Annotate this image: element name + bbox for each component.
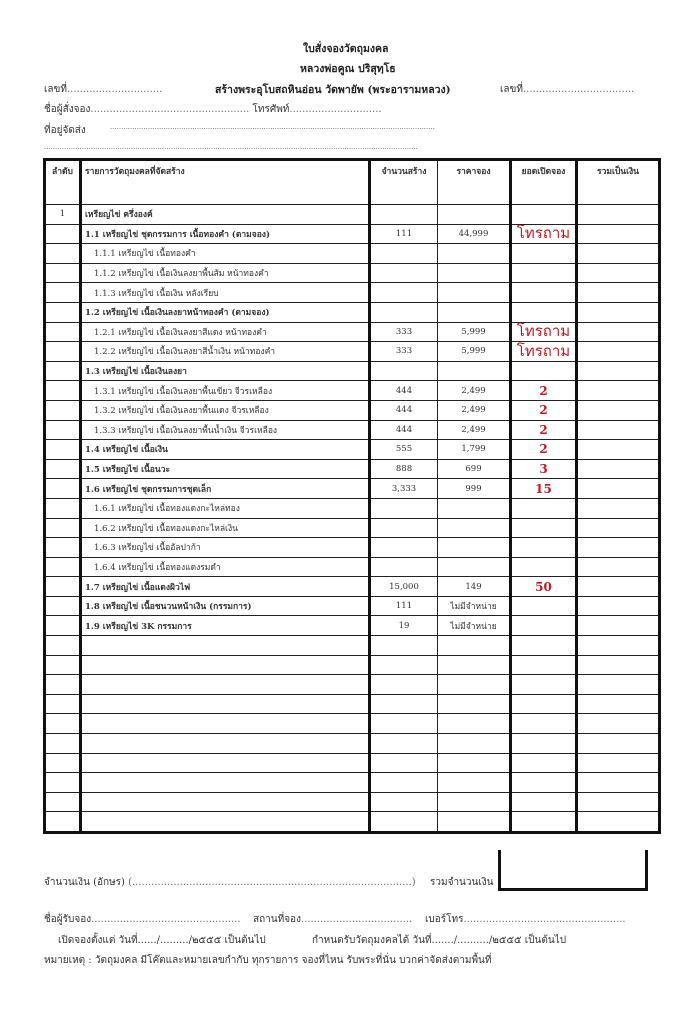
table-row <box>45 224 660 244</box>
row-item-name: 1.5 เหรียญไข่ เนื้อนวะ <box>81 459 370 479</box>
receive-date-text: กำหนดรับวัตถุมงคลได้ วันที่......./........../๒๕๕๕ เป็นต้นไป <box>312 935 567 946</box>
empty-cell[interactable] <box>370 655 438 675</box>
empty-cell[interactable] <box>511 812 577 833</box>
row-item-name: 1.6.1 เหรียญไข่ เนื้อทองแดงกะไหล่ทอง <box>81 498 370 518</box>
row-booked-value: โทรถาม <box>516 323 571 341</box>
row-total-cell[interactable] <box>577 263 660 283</box>
address-field-1[interactable]: .................................................................................................................................................. <box>110 123 435 131</box>
empty-cell[interactable] <box>81 655 370 675</box>
address-field-2[interactable]: ........................................................................................................................................................................ <box>44 143 418 151</box>
row-number <box>45 381 81 401</box>
place-label: สถานที่จอง <box>253 914 301 925</box>
row-booked-cell[interactable] <box>511 557 577 577</box>
receiver-row <box>44 912 241 927</box>
row-booked-cell[interactable] <box>511 420 577 440</box>
row-item-name: 1.3 เหรียญไข่ เนื้อเงินลงยา <box>81 361 370 381</box>
table-row <box>45 557 660 577</box>
empty-cell[interactable] <box>438 734 511 754</box>
row-quantity: 19 <box>370 616 438 636</box>
row-price: ไม่มีจำหน่าย <box>438 596 511 616</box>
row-item-name: 1.7 เหรียญไข่ เนื้อแดงผิวไฟ <box>81 577 370 597</box>
doc-number-right-label: เลขที่ <box>500 84 523 95</box>
empty-cell[interactable] <box>577 773 660 793</box>
row-booked-cell[interactable] <box>511 244 577 264</box>
phone-field[interactable]: ............................. <box>289 104 382 115</box>
table-row <box>45 361 660 381</box>
table-row-empty <box>45 694 660 714</box>
row-number <box>45 538 81 558</box>
row-number <box>45 244 81 264</box>
doc-number-left-field[interactable]: .............................. <box>66 84 163 95</box>
row-quantity <box>370 205 438 225</box>
row-booked-cell[interactable] <box>511 283 577 303</box>
row-number <box>45 224 81 244</box>
row-item-name: 1.2.1 เหรียญไข่ เนื้อเงินลงยาสีแดง หน้าทองคำ <box>81 322 370 342</box>
row-total-cell[interactable] <box>577 498 660 518</box>
empty-cell[interactable] <box>438 792 511 812</box>
empty-cell[interactable] <box>45 792 81 812</box>
row-total-cell[interactable] <box>577 342 660 362</box>
empty-cell[interactable] <box>370 734 438 754</box>
empty-cell[interactable] <box>45 773 81 793</box>
row-number: 1 <box>45 205 81 225</box>
row-total-cell[interactable] <box>577 361 660 381</box>
empty-cell[interactable] <box>511 792 577 812</box>
form-title: ใบสั่งจองวัตถุมงคล <box>303 43 389 55</box>
row-price <box>438 302 511 322</box>
table-row <box>45 616 660 636</box>
empty-cell[interactable] <box>45 675 81 695</box>
row-number <box>45 616 81 636</box>
empty-cell[interactable] <box>511 694 577 714</box>
row-booked-value: 2 <box>539 442 548 457</box>
place-field[interactable]: ................................... <box>300 914 413 925</box>
empty-cell[interactable] <box>81 636 370 656</box>
row-booked-value: 2 <box>539 383 548 398</box>
table-row <box>45 400 660 420</box>
table-row-empty <box>45 655 660 675</box>
empty-cell[interactable] <box>370 636 438 656</box>
table-row-empty <box>45 812 660 833</box>
table-row <box>45 538 660 558</box>
row-quantity: 333 <box>370 322 438 342</box>
row-item-name: 1.6.2 เหรียญไข่ เนื้อทองแดงกะไหล่เงิน <box>81 518 370 538</box>
empty-cell[interactable] <box>577 694 660 714</box>
row-booked-cell[interactable] <box>511 381 577 401</box>
row-number <box>45 322 81 342</box>
table-row <box>45 205 660 225</box>
receiver-phone-label: เบอร์โทร <box>425 914 464 925</box>
orderer-field[interactable]: .................................................. <box>90 104 250 115</box>
row-number <box>45 400 81 420</box>
row-item-name: 1.3.1 เหรียญไข่ เนื้อเงินลงยาพื้นเขียว จีวรเหลือง <box>81 381 370 401</box>
table-header-row <box>45 160 660 205</box>
row-number <box>45 557 81 577</box>
row-booked-cell[interactable] <box>511 205 577 225</box>
row-total-cell[interactable] <box>577 557 660 577</box>
row-booked-cell[interactable] <box>511 263 577 283</box>
row-total-cell[interactable] <box>577 400 660 420</box>
col-header-no: ลำดับ <box>45 160 81 205</box>
row-item-name: 1.9 เหรียญไข่ 3K กรรมการ <box>81 616 370 636</box>
empty-cell[interactable] <box>370 675 438 695</box>
empty-cell[interactable] <box>81 773 370 793</box>
empty-cell[interactable] <box>577 655 660 675</box>
row-number <box>45 498 81 518</box>
sum-total-box[interactable] <box>498 850 648 891</box>
order-table <box>43 158 661 834</box>
empty-cell[interactable] <box>81 714 370 734</box>
table-row-empty <box>45 773 660 793</box>
row-quantity: 444 <box>370 420 438 440</box>
row-item-name: 1.3.3 เหรียญไข่ เนื้อเงินลงยาพื้นน้ำเงิน จีวรเหลือง <box>81 420 370 440</box>
table-row-empty <box>45 753 660 773</box>
col-header-price: ราคาจอง <box>438 160 511 205</box>
row-item-name: 1.1.1 เหรียญไข่ เนื้อทองคำ <box>81 244 370 264</box>
row-total-cell[interactable] <box>577 205 660 225</box>
row-booked-cell[interactable] <box>511 479 577 499</box>
row-item-name: เหรียญไข่ ครึ่งองค์ <box>81 205 370 225</box>
row-quantity <box>370 302 438 322</box>
row-total-cell[interactable] <box>577 596 660 616</box>
empty-cell[interactable] <box>81 734 370 754</box>
row-price: 1,799 <box>438 440 511 460</box>
empty-cell[interactable] <box>438 694 511 714</box>
row-booked-cell[interactable] <box>511 459 577 479</box>
empty-cell[interactable] <box>81 812 370 833</box>
empty-cell[interactable] <box>438 753 511 773</box>
row-item-name: 1.3.2 เหรียญไข่ เนื้อเงินลงยาพื้นแดง จีวรเหลือง <box>81 400 370 420</box>
empty-cell[interactable] <box>577 812 660 833</box>
row-booked-value: 50 <box>535 579 552 594</box>
row-number <box>45 283 81 303</box>
row-price: 999 <box>438 479 511 499</box>
empty-cell[interactable] <box>511 655 577 675</box>
row-quantity <box>370 498 438 518</box>
empty-cell[interactable] <box>438 773 511 793</box>
table-row <box>45 420 660 440</box>
receiver-phone-row <box>425 912 626 927</box>
empty-cell[interactable] <box>577 753 660 773</box>
empty-cell[interactable] <box>577 714 660 734</box>
row-item-name: 1.2.2 เหรียญไข่ เนื้อเงินลงยาสีน้ำเงิน หน้าทองคำ <box>81 342 370 362</box>
row-item-name: 1.8 เหรียญไข่ เนื้อชนวนหน้าเงิน (กรรมการ) <box>81 596 370 616</box>
row-price <box>438 283 511 303</box>
empty-cell[interactable] <box>511 773 577 793</box>
row-quantity <box>370 244 438 264</box>
table-row-empty <box>45 714 660 734</box>
empty-cell[interactable] <box>45 694 81 714</box>
row-booked-cell[interactable] <box>511 498 577 518</box>
empty-cell[interactable] <box>45 812 81 833</box>
table-row <box>45 518 660 538</box>
phone-label: โทรศัพท์ <box>252 104 290 115</box>
form-project-title: สร้างพระอุโบสถหินอ่อน วัดพายัพ (พระอารามหลวง) <box>215 84 451 96</box>
empty-cell[interactable] <box>438 675 511 695</box>
row-total-cell[interactable] <box>577 577 660 597</box>
empty-cell[interactable] <box>438 636 511 656</box>
table-row <box>45 322 660 342</box>
row-price <box>438 498 511 518</box>
row-number <box>45 440 81 460</box>
amount-words-field[interactable]: (........................................................................................) <box>128 877 416 888</box>
row-item-name: 1.1 เหรียญไข่ ชุดกรรมการ เนื้อทองคำ (ตามจอง) <box>81 224 370 244</box>
row-booked-cell[interactable] <box>511 518 577 538</box>
receiver-label: ชื่อผู้รับจอง <box>44 914 92 925</box>
table-row <box>45 342 660 362</box>
row-total-cell[interactable] <box>577 381 660 401</box>
row-number <box>45 420 81 440</box>
row-price: ไม่มีจำหน่าย <box>438 616 511 636</box>
row-price: 2,499 <box>438 420 511 440</box>
row-item-name: 1.6.4 เหรียญไข่ เนื้อทองแดงรมดำ <box>81 557 370 577</box>
row-quantity: 888 <box>370 459 438 479</box>
row-quantity <box>370 263 438 283</box>
empty-cell[interactable] <box>370 694 438 714</box>
row-price <box>438 361 511 381</box>
receiver-field[interactable]: ............................................... <box>91 914 241 925</box>
doc-number-left-label: เลขที่ <box>44 84 67 95</box>
empty-cell[interactable] <box>370 753 438 773</box>
row-total-cell[interactable] <box>577 322 660 342</box>
row-number <box>45 302 81 322</box>
empty-cell[interactable] <box>45 753 81 773</box>
row-booked-value: 15 <box>535 481 552 496</box>
table-body <box>45 205 660 833</box>
place-row <box>253 912 412 927</box>
row-booked-value: 3 <box>539 462 548 477</box>
table-row <box>45 498 660 518</box>
table-row <box>45 283 660 303</box>
row-quantity <box>370 518 438 538</box>
row-total-cell[interactable] <box>577 224 660 244</box>
row-price: 699 <box>438 459 511 479</box>
row-item-name: 1.1.3 เหรียญไข่ เนื้อเงิน หลังเรียบ <box>81 283 370 303</box>
empty-cell[interactable] <box>577 636 660 656</box>
empty-cell[interactable] <box>81 675 370 695</box>
row-price <box>438 557 511 577</box>
empty-cell[interactable] <box>511 734 577 754</box>
empty-cell[interactable] <box>45 636 81 656</box>
row-price <box>438 518 511 538</box>
table-row <box>45 479 660 499</box>
row-price <box>438 538 511 558</box>
table-row <box>45 244 660 264</box>
row-booked-value: 2 <box>539 422 548 437</box>
row-total-cell[interactable] <box>577 616 660 636</box>
note-text: หมายเหตุ : วัตถุมงคล มีโค๊ตและหมายเลขกำกับ ทุกรายการ จองที่ไหน รับพระที่นั่น บวกค่าจัดส่งตามพื้นที่ <box>44 955 492 966</box>
row-booked-cell[interactable] <box>511 342 577 362</box>
row-quantity: 444 <box>370 400 438 420</box>
row-total-cell[interactable] <box>577 244 660 264</box>
amount-words-row <box>44 875 416 890</box>
row-quantity <box>370 538 438 558</box>
row-number <box>45 518 81 538</box>
empty-cell[interactable] <box>511 675 577 695</box>
row-item-name: 1.1.2 เหรียญไข่ เนื้อเงินลงยาพื้นส้ม หน้าทองคำ <box>81 263 370 283</box>
empty-cell[interactable] <box>45 734 81 754</box>
empty-cell[interactable] <box>438 812 511 833</box>
doc-number-left <box>44 82 162 97</box>
row-item-name: 1.2 เหรียญไข่ เนื้อเงินลงยาหน้าทองคำ (ตามจอง) <box>81 302 370 322</box>
row-price: 44,999 <box>438 224 511 244</box>
row-price: 5,999 <box>438 322 511 342</box>
row-number <box>45 577 81 597</box>
row-price: 2,499 <box>438 381 511 401</box>
row-booked-cell[interactable] <box>511 400 577 420</box>
open-date-text: เปิดจองตั้งแต่ วันที่....../........./๒๕๕๕ เป็นต้นไป <box>58 935 266 946</box>
col-header-qty: จำนวนสร้าง <box>370 160 438 205</box>
row-quantity: 444 <box>370 381 438 401</box>
empty-cell[interactable] <box>438 714 511 734</box>
empty-cell[interactable] <box>577 675 660 695</box>
row-booked-cell[interactable] <box>511 538 577 558</box>
row-quantity: 555 <box>370 440 438 460</box>
row-total-cell[interactable] <box>577 440 660 460</box>
row-quantity: 15,000 <box>370 577 438 597</box>
row-price: 5,999 <box>438 342 511 362</box>
row-total-cell[interactable] <box>577 302 660 322</box>
row-quantity: 111 <box>370 224 438 244</box>
row-price <box>438 205 511 225</box>
row-booked-value: โทรถาม <box>516 225 571 243</box>
row-quantity: 333 <box>370 342 438 362</box>
empty-cell[interactable] <box>577 792 660 812</box>
empty-cell[interactable] <box>81 753 370 773</box>
empty-cell[interactable] <box>45 655 81 675</box>
table-row <box>45 459 660 479</box>
row-price <box>438 263 511 283</box>
empty-cell[interactable] <box>511 636 577 656</box>
row-booked-value: 2 <box>539 403 548 418</box>
doc-number-right <box>500 82 634 97</box>
table-row <box>45 596 660 616</box>
row-total-cell[interactable] <box>577 538 660 558</box>
row-price: 149 <box>438 577 511 597</box>
row-quantity <box>370 283 438 303</box>
row-booked-cell[interactable] <box>511 596 577 616</box>
table-row-empty <box>45 792 660 812</box>
table-row-empty <box>45 675 660 695</box>
row-item-name: 1.6.3 เหรียญไข่ เนื้ออัลปาก้า <box>81 538 370 558</box>
row-total-cell[interactable] <box>577 283 660 303</box>
row-quantity: 111 <box>370 596 438 616</box>
row-booked-cell[interactable] <box>511 440 577 460</box>
table-row <box>45 440 660 460</box>
empty-cell[interactable] <box>577 734 660 754</box>
doc-number-right-field[interactable]: ................................... <box>522 84 635 95</box>
col-header-total: รวมเป็นเงิน <box>577 160 660 205</box>
empty-cell[interactable] <box>511 753 577 773</box>
empty-cell[interactable] <box>511 714 577 734</box>
row-quantity <box>370 557 438 577</box>
table-row <box>45 302 660 322</box>
empty-cell[interactable] <box>370 812 438 833</box>
row-price: 2,499 <box>438 400 511 420</box>
row-total-cell[interactable] <box>577 459 660 479</box>
empty-cell[interactable] <box>370 792 438 812</box>
row-booked-cell[interactable] <box>511 361 577 381</box>
col-header-booked: ยอดเปิดจอง <box>511 160 577 205</box>
empty-cell[interactable] <box>438 655 511 675</box>
col-header-item: รายการวัตถุมงคลที่จัดสร้าง <box>81 160 370 205</box>
row-quantity: 3,333 <box>370 479 438 499</box>
sum-label: รวมจำนวนเงิน <box>430 877 494 888</box>
row-booked-value: โทรถาม <box>516 342 571 360</box>
amount-words-label: จำนวนเงิน (อักษร) <box>44 877 125 888</box>
form-subtitle: หลวงพ่อคูณ ปริสุทฺโธ <box>300 63 396 75</box>
empty-cell[interactable] <box>370 714 438 734</box>
row-total-cell[interactable] <box>577 479 660 499</box>
row-number <box>45 342 81 362</box>
row-total-cell[interactable] <box>577 518 660 538</box>
empty-cell[interactable] <box>45 714 81 734</box>
empty-cell[interactable] <box>81 694 370 714</box>
row-total-cell[interactable] <box>577 420 660 440</box>
row-item-name: 1.6 เหรียญไข่ ชุดกรรมการชุดเล็ก <box>81 479 370 499</box>
table-row <box>45 263 660 283</box>
address-label: ที่อยู่จัดส่ง <box>44 125 86 136</box>
row-number <box>45 361 81 381</box>
empty-cell[interactable] <box>81 792 370 812</box>
row-price <box>438 244 511 264</box>
row-booked-cell[interactable] <box>511 577 577 597</box>
table-row-empty <box>45 734 660 754</box>
table-row-empty <box>45 636 660 656</box>
row-booked-cell[interactable] <box>511 224 577 244</box>
row-number <box>45 479 81 499</box>
row-quantity <box>370 361 438 381</box>
orderer-row <box>44 102 382 117</box>
row-booked-cell[interactable] <box>511 302 577 322</box>
row-booked-cell[interactable] <box>511 322 577 342</box>
table-row <box>45 577 660 597</box>
row-number <box>45 459 81 479</box>
row-booked-cell[interactable] <box>511 616 577 636</box>
orderer-label: ชื่อผู้สั่งจอง <box>44 104 91 115</box>
table-row <box>45 381 660 401</box>
receiver-phone-field[interactable]: ................................................... <box>463 914 626 925</box>
empty-cell[interactable] <box>370 773 438 793</box>
row-item-name: 1.4 เหรียญไข่ เนื้อเงิน <box>81 440 370 460</box>
row-number <box>45 596 81 616</box>
row-number <box>45 263 81 283</box>
